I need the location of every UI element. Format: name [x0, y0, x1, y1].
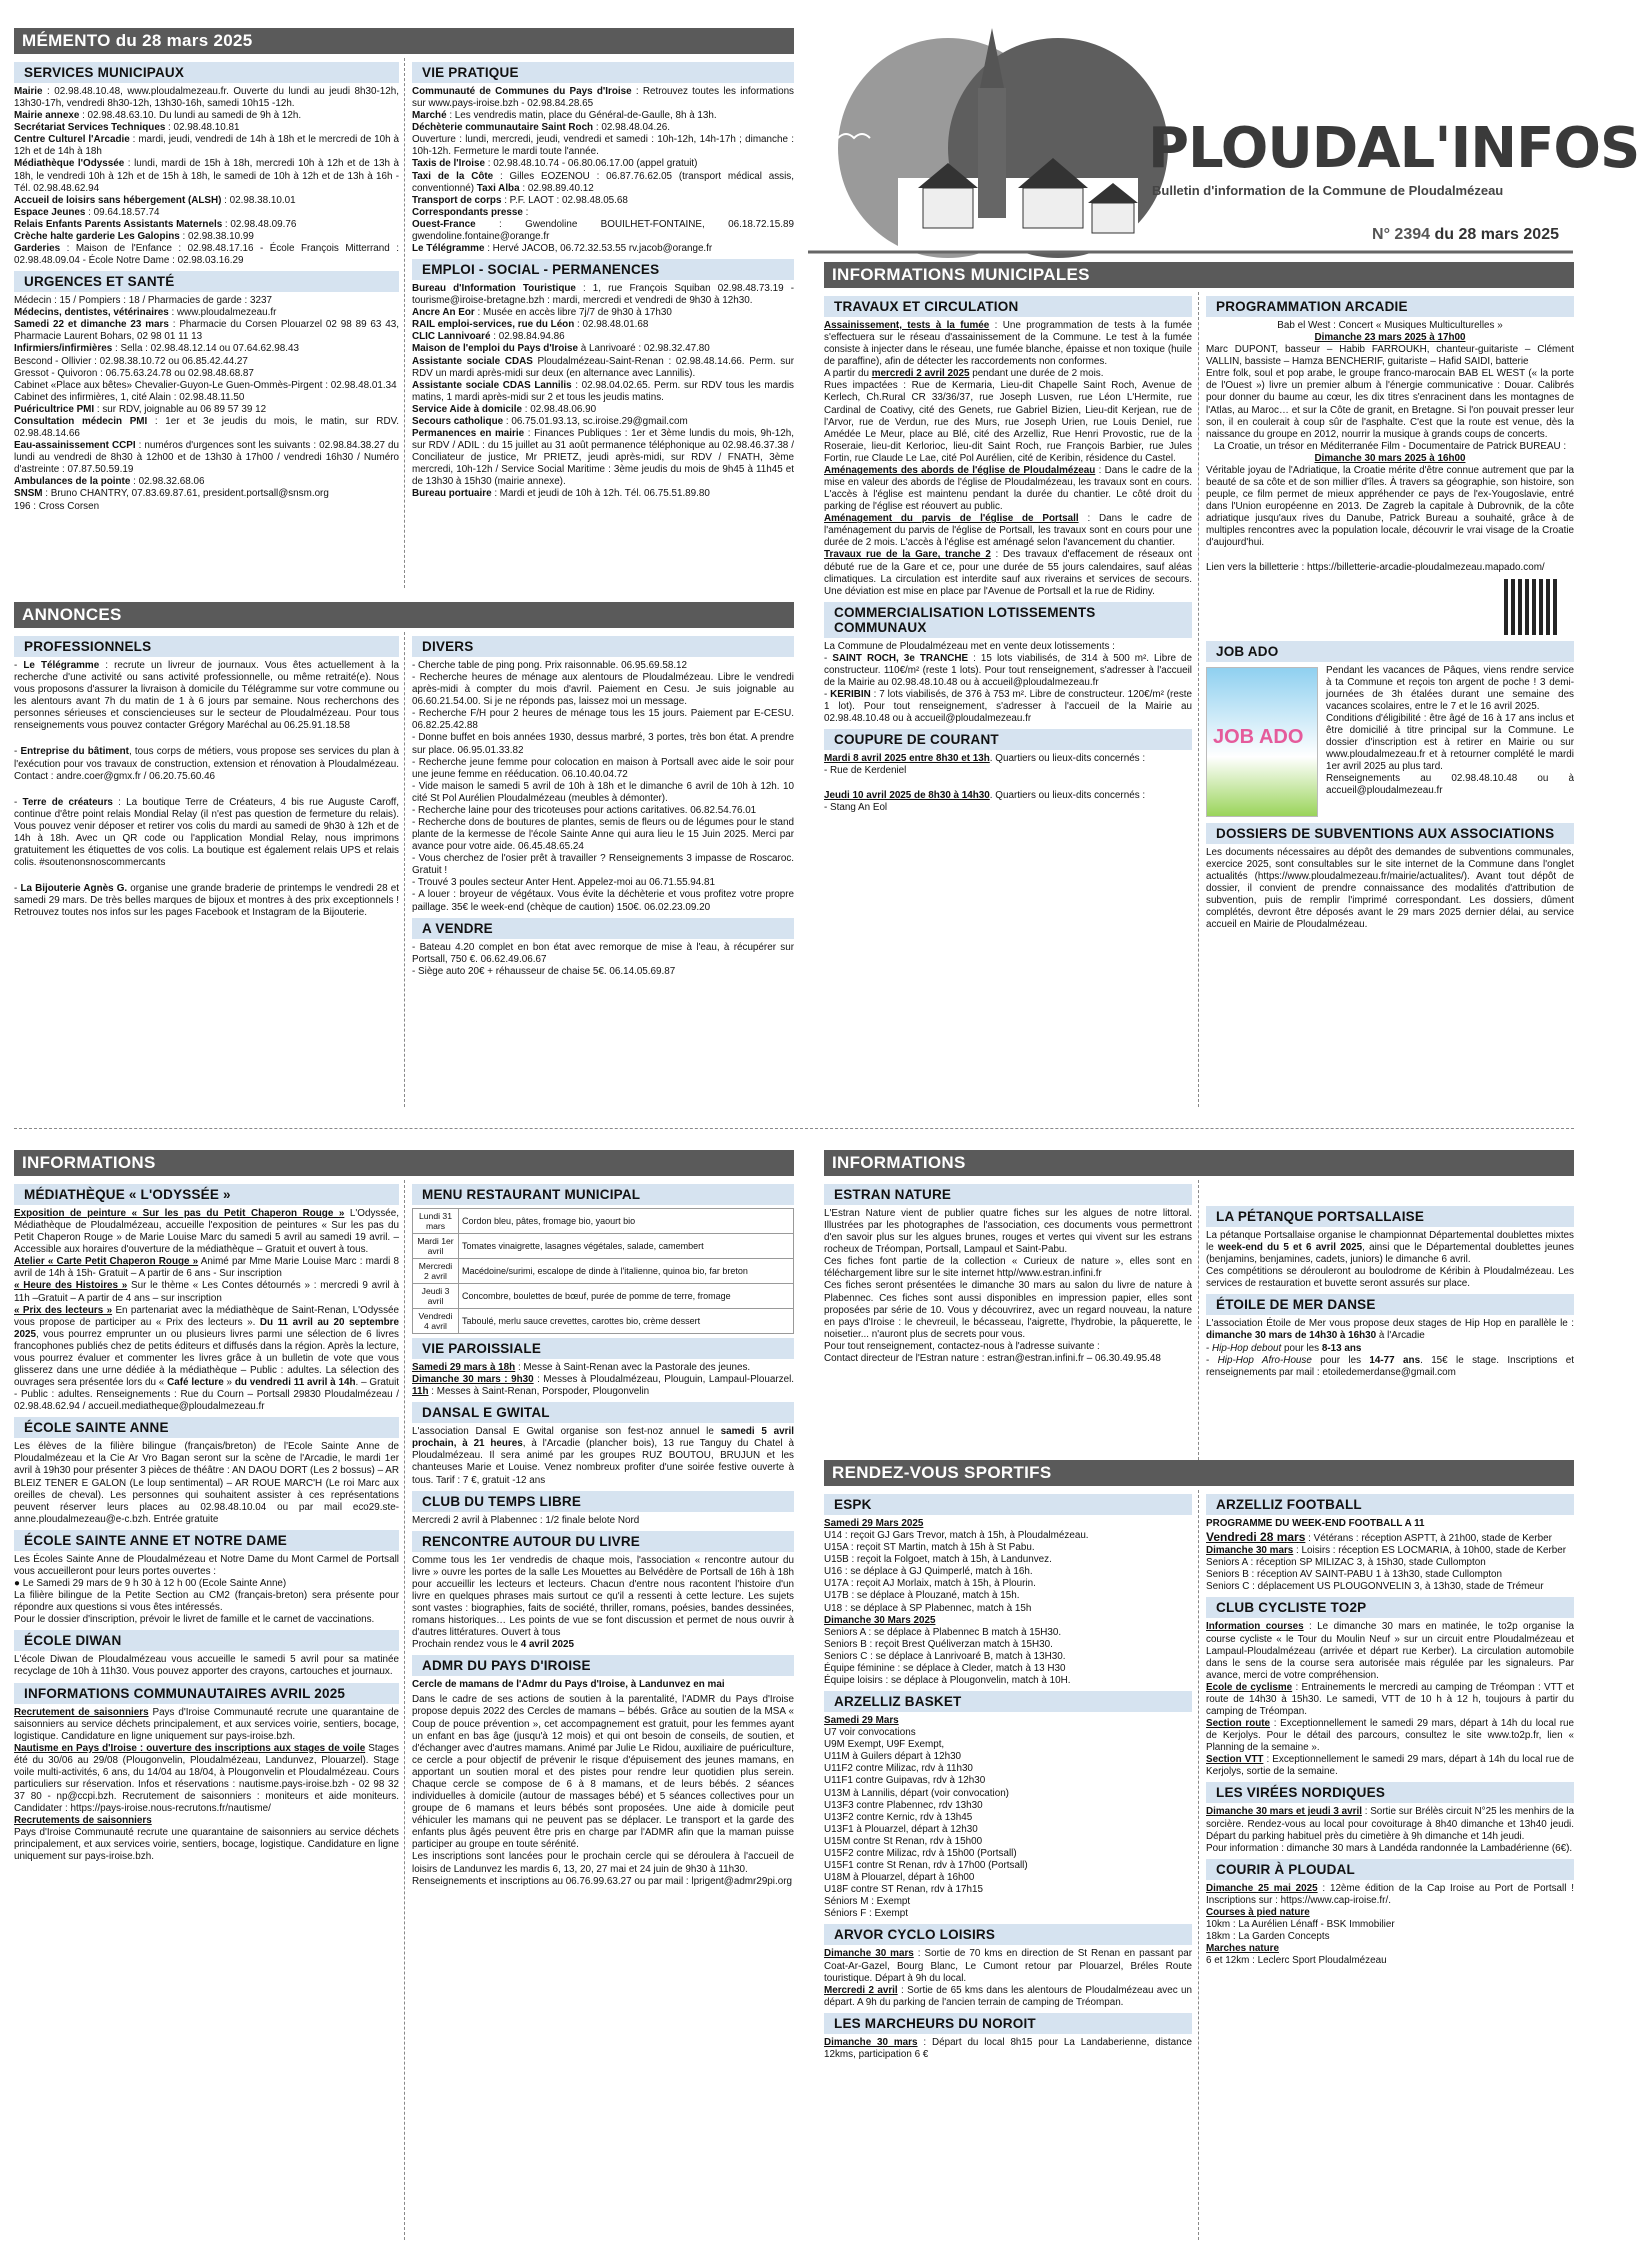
- municipales-title: INFORMATIONS MUNICIPALES: [824, 262, 1574, 288]
- menu-dish: Macédoine/surimi, escalope de dinde à l'italienne, quinoa bio, far breton: [459, 1259, 794, 1284]
- basket-heading: ARZELLIZ BASKET: [824, 1691, 1192, 1712]
- annonces-left: [14, 632, 399, 1107]
- ccpi-heading: INFORMATIONS COMMUNAUTAIRES AVRIL 2025: [14, 1683, 399, 1704]
- emploi-heading: EMPLOI - SOCIAL - PERMANENCES: [412, 259, 794, 280]
- foot-text: PROGRAMME DU WEEK-END FOOTBALL A 11 Vendredi 28 mars : Vétérans : réception ASPTT, à 21h00, stade de Kerber Dimanche 30 mars : Loisirs : réception ES LOCMARIA, à 10h00, stade de Kerber Seniors A : réception SP MILIZAC 3, à 15h30, stade Cullompton Seniors B : réception AV SAINT-PABU 1 à 13h30, stade Cullompton Seniors C : déplacement US PLOUGONVELIN 3, à 13h30, stade de Trémeur: [1206, 1518, 1567, 1593]
- comm-text: La Commune de Ploudalmézeau met en vente deux lotissements : - SAINT ROCH, 3e TRANCHE : 15 lots viabilisés, de 314 à 500 m². Libre de constructeur. 110€/m² (reste 1 lots). Pour tout renseignement, s'adresser à l'accueil de la Mairie au 02.98.48.10.48 ou à accueil@ploudalmezeau.fr - KERIBIN : 7 lots viabilisés, de 376 à 753 m². Libre de constructeur. 120€/m² (reste 1 lot). Pour tout renseignement, s'adresser à l'accueil de la Mairie au 02.98.48.10.48 ou à accueil@ploudalmezeau.fr: [824, 640, 1192, 725]
- page-divider: [14, 1128, 1574, 1129]
- sand-heading: ÉCOLE SAINTE ANNE ET NOTRE DAME: [14, 1530, 399, 1551]
- dansal-heading: DANSAL E GWITAL: [412, 1402, 794, 1423]
- infos2-right: [1206, 1180, 1574, 1460]
- menu-row: [413, 1259, 794, 1284]
- pet-heading: LA PÉTANQUE PORTSALLAISE: [1206, 1206, 1574, 1227]
- menu-table: [412, 1208, 794, 1334]
- diwan-heading: ÉCOLE DIWAN: [14, 1630, 399, 1651]
- club-heading: CLUB DU TEMPS LIBRE: [412, 1491, 794, 1512]
- annonces-title: ANNONCES: [14, 602, 794, 628]
- issue-number: N° 2394: [1372, 226, 1431, 243]
- coupure-text: Mardi 8 avril 2025 entre 8h30 et 13h. Quartiers ou lieux-dits concernés : - Rue de Kerdeniel Jeudi 10 avril 2025 de 8h30 à 14h30. Quartiers ou lieux-dits concernés : - Stang An Eol: [824, 753, 1146, 813]
- memento-title: MÉMENTO du 28 mars 2025: [14, 28, 794, 54]
- infos1-title: INFORMATIONS: [14, 1150, 794, 1176]
- to2p-text: Information courses : Le dimanche 30 mars en matinée, le to2p organise la course cycliste « le Tour du Moulin Neuf » sur un circuit entre Ploudalmézeau et Lampaul-Ploudalmézeau (arrivée et départ rue Kerber). La circulation automobile dans le sens de la course sera autorisée mais régulée par les signaleurs. Par avance, merci de votre compréhension. Ecole de cyclisme : Entrainements le mercredi au camping de Tréompan : VTT et route de 14h30 à 15h30. Le samedi, VTT de 10 h à 12 h, toujours à partir du camping de Tréompan. Section route : Exceptionnellement le samedi 29 mars, départ à 14h du local rue de Kerjolys. Pour le détail des parcours, consultez le site www.to2p.fr, lien « Planning de la semaine ». Section VTT : Exceptionnellement le samedi 29 mars, départ à 14h du local rue de Kerjolys, sortie de la semaine.: [1206, 1621, 1575, 1778]
- menu-day: Jeudi 3 avril: [413, 1284, 459, 1309]
- column-divider: [404, 58, 405, 588]
- sa-text: Les élèves de la filière bilingue (français/breton) de l'Ecole Sainte Anne de Ploudalmézeau et la Cie Ar Vro Bagan seront sur la scène de l'Arcadie, le mardi 1er avril à 19h30 pour présenter 3 pièces de théâtre : AN DAOU DORT (Les 2 bossus) – AR BLEIZ TENER E GALON (Le loup sentimental) – AR ROUE MARC'H (Le roi Marc aux oreilles de cheval). Les personnes qui souhaitent assister à ces représentations peuvent réserver leurs places au 02.98.48.10.04 ou par mail eco29.ste-anne.ploudalmezeau@e-c.bzh. Entrée gratuite: [14, 1441, 399, 1525]
- job-heading: JOB ADO: [1206, 641, 1574, 662]
- infos1-right: [412, 1180, 794, 2240]
- infos2-section: [824, 1150, 1574, 2240]
- memento-right: [412, 58, 794, 588]
- ccpi-text: Recrutement de saisonniers Pays d'Iroise Communauté recrute une quarantaine de saisonniers au service déchets principalement, et aux services voirie, sentiers, bocage, logistique. Candidature en ligne uniquement sur pays-iroise.bzh. Nautisme en Pays d'Iroise : ouverture des inscriptions aux stages de voile Stages été du 30/06 au 29/08 (Plougonvelin, Ploudalmézeau, Landunvez, Plouarzel). Stage voile multi-activités, 6 ans, du 14/04 au 18/04, à Plougonvelin et Ploudalmézeau. Cours particuliers sur réservation. Infos et réservations : nautisme.pays-iroise.bzh - 02 98 32 37 80 - np@ccpi.bzh. Recrutement de saisonniers : moniteurs et aide moniteurs. Candidater : https://pays-iroise.nous-recrutons.fr/nautisme/ Recrutements de saisonniers Pays d'Iroise Communauté recrute une quarantaine de saisonniers au service déchets principalement, et aux services voirie, sentiers, bocage, logistique. Candidature en ligne uniquement sur pays-iroise.bzh.: [14, 1706, 399, 1863]
- infos2-left: [824, 1180, 1192, 1460]
- municipales-right: [1206, 292, 1574, 1107]
- job-text: Pendant les vacances de Pâques, viens rendre service à ta Commune et reçois ton argent de poche ! 3 demi-journées de 3h étalées durant une semaine des vacances scolaires, entre le 7 et le 16 avril 2025. Conditions d'éligibilité : être âgé de 16 à 17 ans inclus et être domicilié à titre principal sur la Commune. Le dossier d'inscription est à retirer en Mairie ou sur www.ploudalmezeau.fr et à retourner complété le mardi 1er avril 2025 au plus tard. Renseignements au 02.98.48.10.48 ou à accueil@ploudalmezeau.fr: [1326, 664, 1574, 797]
- infos2-title: INFORMATIONS: [824, 1150, 1574, 1176]
- menu-dish: Taboulé, merlu sauce crevettes, carottes bio, crème dessert: [459, 1309, 794, 1334]
- media-text: Exposition de peinture « Sur les pas du Petit Chaperon Rouge » L'Odyssée, Médiathèque de Ploudalmézeau, accueille l'exposition de peintures « Sur les pas du Petit Chaperon Rouge » de Marie Louise Marc du samedi 5 avril au samedi 19 avril. – Accessible aux horaires d'ouverture de la médiathèque – Gratuit et ouvert à tous. Atelier « Carte Petit Chaperon Rouge » Animé par Mme Marie Louise Marc : mardi 8 avril de 14h à 15h- Gratuit – A partir de 6 ans - Sur inscription « Heure des Histoires » Sur le thème « Les Contes détournés » : mercredi 9 avril à 11h –Gratuit – A partir de 4 ans – sur inscription « Prix des lecteurs » En partenariat avec la médiathèque de Saint-Renan, L'Odyssée vous propose de participer au « Prix des lecteurs ». Du 11 avril au 20 septembre 2025, vous pourrez emprunter un ou plusieurs livres parmi une sélection de 6 livres francophones publiés chez de petits éditeurs et diffusés dans la région. Après la lecture, vous pourrez évaluer et commenter les livres grâce à un bulletin de vote que vous glisserez dans une urne dédiée à la médiathèque – Public : adultes. La sélection des ouvrages sera présentée lors du « Café lecture » du vendredi 11 avril à 14h. – Gratuit - Public : adultes. Renseignements : Rue du Courn – Portsall 29830 Ploudalmézeau / 02.98.48.62.94 / accueil.mediatheque@ploudalmezeau.fr: [14, 1208, 400, 1413]
- menu-row: [413, 1234, 794, 1259]
- urgences-text: Médecin : 15 / Pompiers : 18 / Pharmacies de garde : 3237 Médecins, dentistes, vétérinaires : www.ploudalmezeau.fr Samedi 22 et dimanche 23 mars : Pharmacie du Corsen Plouarzel 02 98 89 63 43, Pharmacie Laurent Bohars, 02 98 01 11 13 Infirmiers/infirmières : Sella : 02.98.48.12.14 ou 07.64.62.98.43 Bescond - Ollivier : 02.98.38.10.72 ou 06.85.42.44.27 Gressot - Quivoron : 06.75.63.24.78 ou 02.98.48.68.87 Cabinet «Place aux bêtes» Chevalier-Guyon-Le Guen-Ommès-Pirgent : 02.98.48.01.34 Cabinet des infirmières, 1, cité Alain : 02.98.48.11.50 Puéricultrice PMI : sur RDV, joignable au 06 89 57 39 12 Consultation médecin PMI : 1er et 3e jeudis du mois, le matin, sur RDV. 02.98.48.14.66 Eau-assainissement CCPI : numéros d'urgences sont les suivants : 02.98.84.38.27 du lundi au vendredi de 8h30 à 12h00 et de 13h30 à 17h00 / vendredi 16h30 / Numéro d'astreinte : 07.87.50.59.19 Ambulances de la pointe : 02.98.32.68.06 SNSM : Bruno CHANTRY, 07.83.69.87.61, president.portsall@snsm.org 196 : Cross Corsen: [14, 295, 400, 512]
- services-text: Mairie : 02.98.48.10.48, www.ploudalmezeau.fr. Ouverte du lundi au jeudi 8h30-12h, 13h30-17h, vendredi 8h30-12h, 13h30-16h, samedi 10h15 -12h. Mairie annexe : 02.98.48.63.10. Du lundi au samedi de 9h à 12h. Secrétariat Services Techniques : 02.98.48.10.81 Centre Culturel l'Arcadie : mardi, jeudi, vendredi de 14h à 18h et le mercredi de 10h à 12h et de 14h à 18h Médiathèque l'Odyssée : lundi, mardi de 15h à 18h, mercredi 10h à 12h et de 13h à 18h, le vendredi 10h à 12h et de 15h à 18h, le samedi de 10h à 12h et de 13h à 16h - Tél. 02.98.48.62.94 Accueil de loisirs sans hébergement (ALSH) : 02.98.38.10.01 Espace Jeunes : 09.64.18.57.74 Relais Enfants Parents Assistants Maternels : 02.98.48.09.76 Crèche halte garderie Les Galopins : 02.98.38.10.99 Garderies : Maison de l'Enfance : 02.98.48.17.16 - École François Mitterrand : 02.98.48.09.04 - École Notre Dame : 02.98.03.16.29: [14, 86, 399, 267]
- sports-right: [1206, 1490, 1574, 2240]
- livre-text: Comme tous les 1er vendredis de chaque mois, l'association « rencontre autour du livre » ouvre les portes de la salle Les Mouettes au Belvédère de Portsall de 16h à 18h pour accueillir les lecteurs et lecteurs. Chacun d'entre nous racontent l'histoire d'un livre en quelques phrases mais surtout ce qu'il a ressenti à cette lecture. Les sujets sont vastes : biographies, faits de société, thriller, romans, poésies, bandes dessinées, romans historiques… Les points de vue se font discussion et permet de nous ouvrir à d'autres littératures. Ouvert à tous Prochain rendez vous le 4 avril 2025: [412, 1554, 794, 1651]
- emploi-text: Bureau d'Information Touristique : 1, rue François Squiban 02.98.48.73.19 - tourisme@iroise-bretagne.bzh : mardi, mercredi et vendredi de 9h30 à 12h30. Ancre An Eor : Musée en accès libre 7j/7 de 9h30 à 17h30 RAIL emploi-services, rue du Léon : 02.98.48.01.68 CLIC Lannivoaré : 02.98.84.94.86 Maison de l'emploi du Pays d'Iroise à Lanrivoaré : 02.98.32.47.80 Assistante sociale CDAS Ploudalmézeau-Saint-Renan : 02.98.48.14.66. Perm. sur RDV un mardi après-midi sur deux (en alternance avec Lannilis). Assistante sociale CDAS Lannilis : 02.98.04.02.65. Perm. sur RDV tous les mardis matins, 1 mardi après-midi sur 2 et tous les jeudis matins. Service Aide à domicile : 02.98.48.06.90 Secours catholique : 06.75.01.93.13, sc.iroise.29@gmail.com Permanences en mairie : Finances Publiques : 1er et 3ème lundis du mois, 9h-12h, sur RDV / ADIL : du 15 juillet au 31 août permanence téléphonique au 02.98.46.37.38 / Conciliateur de justice, Mr PRIETZ, jeudi après-midi, sur RDV / FNATH, 3ème mercredi, 10h-12h / Service Social Maritime : 3ème jeudis du mois de 9h45 à 11h45 et de 13h30 à 15h30 (mairie annexe). Bureau portuaire : Mardi et jeudi de 10h à 12h. Tél. 06.75.51.89.80: [412, 283, 794, 500]
- column-divider: [1198, 1490, 1199, 2240]
- menu-day: Mercredi 2 avril: [413, 1259, 459, 1284]
- menu-heading: MENU RESTAURANT MUNICIPAL: [412, 1184, 794, 1205]
- foot-heading: ARZELLIZ FOOTBALL: [1206, 1494, 1574, 1515]
- pro-item: - Le Télégramme : recrute un livreur de journaux. Vous êtes actuellement à la recherche d'une activité ou sans activité professionnelle, ou même retraité(e). Nous vous proposons d'assurer la livraison à domicile du Télégramme sur votre commune ou les alentours avant 7h du matin de 1 à 6 jours par semaine. Nous recherchons des personnes sérieuses et consciencieuses sur le secteur de Ploudalmézeau. Pour tous renseignements vous pouvez contacter Grégory Maréchal au 06.25.91.18.58: [14, 660, 399, 732]
- sa-heading: ÉCOLE SAINTE ANNE: [14, 1417, 399, 1438]
- vie-text: Communauté de Communes du Pays d'Iroise : Retrouvez toutes les informations sur www.pays-iroise.bzh - 02.98.84.28.65 Marché : Les vendredis matin, place du Général-de-Gaulle, 8h à 13h. Déchèterie communautaire Saint Roch : 02.98.48.04.26. Ouverture : lundi, mercredi, jeudi, vendredi et samedi : 10h-12h, 14h-17h ; dimanche : 10h-12h. Fermeture le mardi toute l'année. Taxis de l'Iroise : 02.98.48.10.74 - 06.80.06.17.00 (appel gratuit) Taxi de la Côte : Gilles EOZENOU : 06.87.76.62.05 (transport médical assis, conventionné) Taxi Alba : 02.98.89.40.12 Transport de corps : P.F. LAOT : 02.98.48.05.68 Correspondants presse : Ouest-France : Gwendoline BOUILHET-FONTAINE, 06.18.72.15.89 gwendoline.fontaine@orange.fr Le Télégramme : Hervé JACOB, 06.72.32.53.55 rv.jacob@orange.fr: [412, 86, 794, 255]
- tagline: Bulletin d'information de la Commune de Ploudalmézeau: [1152, 183, 1504, 198]
- menu-dish: Concombre, boulettes de bœuf, purée de pomme de terre, fromage: [459, 1284, 794, 1309]
- subv-heading: DOSSIERS DE SUBVENTIONS AUX ASSOCIATIONS: [1206, 823, 1574, 844]
- memento-left: [14, 58, 399, 588]
- to2p-heading: CLUB CYCLISTE TO2P: [1206, 1597, 1574, 1618]
- subv-text: Les documents nécessaires au dépôt des demandes de subventions communales, exercice 2025, sont consultables sur le site internet de la Commune dans l'onglet actualités (https://www.ploudalmezeau.fr/mairie/actualites/). Avant tout dépôt de dossier, il convient de prendre connaissance des modalités d'attribution de subvention, puis de remplir l'imprimé correspondant. Les dossiers, dûment complétés, devront être déposés avant le 29 mars 2025 dernier délai, au service accueil en Mairie de Ploudalmézeau.: [1206, 846, 1574, 931]
- vir-text: Dimanche 30 mars et jeudi 3 avril : Sortie sur Brélès circuit N°25 les menhirs de la sorcière. Rendez-vous au local pour covoiturage à 8h40 dimanche et 13h40 jeudi. Départ du parking habituel près du cimetière à 9h dimanche et 14h jeudi. Pour information : dimanche 30 mars à Landéda randonnée la Lambadérienne (6€).: [1206, 1806, 1574, 1854]
- vendre-heading: A VENDRE: [412, 918, 794, 939]
- estran-heading: ESTRAN NATURE: [824, 1184, 1192, 1205]
- urgences-heading: URGENCES ET SANTÉ: [14, 271, 399, 292]
- march-text: Dimanche 30 mars : Départ du local 8h15 pour La Landaberienne, distance 12kms, participation 6 €: [824, 2036, 1192, 2060]
- pro-heading: PROFESSIONNELS: [14, 636, 399, 657]
- divers-text: - Cherche table de ping pong. Prix raisonnable. 06.95.69.58.12 - Recherche heures de ménage aux alentours de Ploudalmézeau. Libre le vendredi après-midi à compter du mois d'avril. Paiement en Cesu. Je suis joignable au 06.60.21.54.00. Si je ne réponds pas, laissez moi un message. - Recherche F/H pour 2 heures de ménage tous les 15 jours. Paiement par E-CESU. 06.82.25.42.88 - Donne buffet en bois années 1930, dessus marbré, 3 portes, très bon état. A prendre sur place. 06.95.01.33.82 - Recherche jeune femme pour colocation en maison à Portsall avec aide le soir pour une jeune femme en rééducation. 06.10.40.04.72 - Vide maison le samedi 5 avril de 10h à 18h et le dimanche 6 avril de 10h à 12h. 10 cité St Pol Aurélien Ploudalmézeau (meubles à démonter). - Recherche laine pour des tricoteuses pour actions caritatives. 06.82.54.76.01 - Recherche dons de boutures de plantes, semis de fleurs ou de légumes pour le stand plante de la kermesse de l'école Sainte Anne qui aura lieu le 15 Juin 2025. Merci par avance pour votre aide. 06.45.48.65.24 - Vous cherchez de l'osier prêt à travailler ? Renseignements 3 impasse de Roscaroc. Gratuit ! - Trouvé 3 poules secteur Anter Hent. Appelez-moi au 06.71.55.94.81 - A louer : broyeur de végétaux. Vous évite la déchèterie et vous profitez votre propre paillage. 35€ le week-end (chèque de caution) 150€. 06.02.23.09.20: [412, 660, 794, 913]
- pro-item: - La Bijouterie Agnès G. organise une grande braderie de printemps le vendredi 28 et samedi 29 mars. De très belles marques de bijoux et montres à des prix exceptionnels ! Retrouvez toutes nos infos sur les pages Facebook et Instagram de la Bijouterie.: [14, 883, 399, 919]
- column-divider: [404, 632, 405, 1107]
- media-heading: MÉDIATHÈQUE « L'ODYSSÉE »: [14, 1184, 399, 1205]
- vendre-text: - Bateau 4.20 complet en bon état avec remorque de mise à l'eau, à récupérer sur Portsall, 750 €. 06.62.49.06.67 - Siège auto 20€ + réhausseur de chaise 5€. 06.14.05.69.87: [412, 941, 794, 977]
- par-text: Samedi 29 mars à 18h : Messe à Saint-Renan avec la Pastorale des jeunes. Dimanche 30 mars : 9h30 : Messes à Ploudalmézeau, Plouguin, Lampaul-Plouarzel. 11h : Messes à Saint-Renan, Porspoder, Plougonvelin: [412, 1362, 795, 1398]
- column-divider: [1198, 292, 1199, 1107]
- menu-day: Vendredi 4 avril: [413, 1309, 459, 1334]
- municipales-left: [824, 292, 1192, 1107]
- menu-day: Mardi 1er avril: [413, 1234, 459, 1259]
- coupure-heading: COUPURE DE COURANT: [824, 729, 1192, 750]
- admr-heading: ADMR DU PAYS D'IROISE: [412, 1655, 794, 1676]
- pet-text: La pétanque Portsallaise organise le championnat Départemental doublettes mixtes le week-end du 5 et 6 avril 2025, ainsi que le Départemental doublettes jeunes (benjamins, benjamines, cadets, juniors) le dimanche 6 avril. Ces compétitions se dérouleront au boulodrome de Kéribin à Ploudalmézeau. Les services de restauration et buvette seront assurés sur place.: [1206, 1230, 1574, 1290]
- menu-row: [413, 1209, 794, 1234]
- sports-left: [824, 1490, 1192, 2240]
- sports-title: RENDEZ-VOUS SPORTIFS: [824, 1460, 1574, 1486]
- municipales-section: [824, 262, 1574, 1107]
- club-text: Mercredi 2 avril à Plabennec : 1/2 finale belote Nord: [412, 1514, 640, 1526]
- espk-text: Samedi 29 Mars 2025 U14 : reçoit GJ Gars Trevor, match à 15h, à Ploudalmézeau. U15A : reçoit ST Martin, match à 15h à St Pabu. U15B : reçoit la Folgoet, match à 15h, à Landunvez. U16 : se déplace à GJ Quimperlé, match à 16h. U17A : reçoit AJ Morlaix, match à 15h, à Plourin. U17B : se déplace à Plouzané, match à 15h. U18 : se déplace à SP Plabennec, match à 15h Dimanche 30 Mars 2025 Seniors A : se déplace à Plabennec B match à 15H30. Seniors B : reçoit Brest Quéliverzan match à 15H30. Seniors C : se déplace à Lanrivoaré B, match à 13H30. Équipe féminine : se déplace à Cleder, match à 13 H30 Équipe loisirs : se déplace à Plougonvelin, match à 10H.: [824, 1518, 1089, 1687]
- pro-item: - Terre de créateurs : La boutique Terre de Créateurs, 4 bis rue Auguste Caroff, continue d'être point relais Mondial Relay (il n'est pas question de fermeture du relais). Vous pouvez venir déposer et retirer vos colis du mardi au samedi de 9h30 à 12h et de 14h à 18h. Avec un QR code ou l'application Mondial Relay, nous imprimons gratuitement les étiquettes de vos colis. La boutique est également relais UPS et relais colis. #soutenonsnoscommercants: [14, 796, 399, 869]
- masthead: [808, 28, 1639, 253]
- etoile-text: L'association Étoile de Mer vous propose deux stages de Hip Hop en parallèle le : dimanche 30 mars de 14h30 à 16h30 à l'Arcadie - Hip-Hop debout pour les 8-13 ans - Hip-Hop Afro-House pour les 14-77 ans. 15€ le stage. Inscriptions et renseignements par mail : etoiledemerdanse@gmail.com: [1206, 1318, 1574, 1378]
- diwan-text: L'école Diwan de Ploudalmézeau vous accueille le samedi 5 avril pour sa matinée recyclage de 10h à 11h30. Vous pouvez apporter des crayons, cartouches et journaux.: [14, 1654, 399, 1678]
- menu-day: Lundi 31 mars: [413, 1209, 459, 1234]
- menu-dish: Tomates vinaigrette, lasagnes végétales, salade, camembert: [459, 1234, 794, 1259]
- vie-heading: VIE PRATIQUE: [412, 62, 794, 83]
- comm-heading: COMMERCIALISATION LOTISSEMENTS COMMUNAUX: [824, 602, 1192, 638]
- menu-row: [413, 1309, 794, 1334]
- menu-dish: Cordon bleu, pâtes, fromage bio, yaourt bio: [459, 1209, 794, 1234]
- arcadie-heading: PROGRAMMATION ARCADIE: [1206, 296, 1574, 317]
- espk-heading: ESPK: [824, 1494, 1192, 1515]
- admr-subtitle: Cercle de mamans de l'Admr du Pays d'Iroise, à Landunvez en mai: [412, 1679, 725, 1691]
- job-ado-poster-icon: JOB ADO: [1206, 667, 1318, 817]
- etoile-heading: ÉTOILE DE MER DANSE: [1206, 1294, 1574, 1315]
- infos1-left: [14, 1180, 399, 2240]
- basket-text: Samedi 29 Mars U7 voir convocations U9M Exempt, U9F Exempt, U11M à Guilers départ à 12h30 U11F2 contre Milizac, rdv à 11h30 U11F1 contre Guipavas, rdv à 12h30 U13M à Lannilis, départ (voir convocation) U13F3 contre Plabennec, rdv 13h30 U13F2 contre Kernic, rdv à 13h45 U13F1 à Plouarzel, départ à 12h30 U15M contre St Renan, rdv à 15h00 U15F2 contre Milizac, rdv à 15h00 (Portsall) U15F1 contre St Renan, rdv à 17h00 (Portsall) U18M à Plouarzel, départ à 16h00 U18F contre ST Renan, rdv à 17h15 Séniors M : Exempt Séniors F : Exempt: [824, 1715, 1028, 1920]
- issue-info: [1372, 226, 1559, 244]
- qr-code-icon[interactable]: [1504, 579, 1560, 635]
- travaux-heading: TRAVAUX ET CIRCULATION: [824, 296, 1192, 317]
- column-divider: [404, 1180, 405, 2240]
- livre-heading: RENCONTRE AUTOUR DU LIVRE: [412, 1531, 794, 1552]
- ploudal-heading: COURIR À PLOUDAL: [1206, 1859, 1574, 1880]
- travaux-text: Assainissement, tests à la fumée : Une programmation de tests à la fumée s'effectuera sur le réseau d'assainissement de la Commune. Le test à la fumée consiste à injecter dans le réseau, une fumée blanche, épaisse et non toxique (huile de paraffine), afin de détecter les raccordements non conformes. A partir du mercredi 2 avril 2025 pendant une durée de 2 mois. Rues impactées : Rue de Kermaria, Lieu-dit Chapelle Saint Roch, Avenue de Kerlech, Ch.Rural CR 33/36/37, rue Joseph Lusven, rue Léon L'Hermite, rue Cardinal de Coativy, cité des Genets, rue Gabriel Bizien, Lieu-dit Kerjean, rue de l'Arvor, rue de Verdun, rue des Murs, rue Joseph Urien, rue Louis Deniel, rue Amédée Le Meur, place au Blé, cité des Arzelliz, Rue Henri Provostic, rue de la Roseraie, lieu-dit Kerlorioc, lieu-dit Saint Roch, rue François Barbier, rue Jules Fortin, rue Claude Le Lae, cité Pol Aurélien, cité de Keribin, résidence du Castel. Aménagements des abords de l'église de Ploudalmézeau : Dans le cadre de la mise en valeur des abords de l'église de Ploudalmézeau, les travaux sont en cours. L'accès à l'église est maintenu pendant la durée du chantier. Le côté droit du parking de l'église est réouvert au public. Aménagement du parvis de l'église de Portsall : Dans le cadre de l'aménagement du parvis de l'église de Portsall, les travaux sont en cours pour une durée de 2 mois. L'accès à l'église est aménagé selon l'avancement du chantier. Travaux rue de la Gare, tranche 2 : Des travaux d'effacement de réseaux ont débuté rue de la Gare et ce, pour une durée de 55 jours calendaires, sauf aléas climatiques. La circulation est interdite sauf aux riverains et services de secours. Une déviation est mise en place par l'Avenue de Portsall et la rue de Ridiny.: [824, 320, 1193, 597]
- dansal-text: L'association Dansal E Gwital organise son fest-noz annuel le samedi 5 avril prochain, à 21 heures, à l'Arcadie (plancher bois), 13 rue Tanguy du Chatel à Ploudalmézeau. Il sera animé par les groupes RUZ BOUTOU, BRUJUN et les chanteuses Marie et Louise. Venez nombreux profiter d'une soirée festive ouverte à tous. Tarif : 7 €, gratuit -12 ans: [412, 1426, 794, 1486]
- vir-heading: LES VIRÉES NORDIQUES: [1206, 1782, 1574, 1803]
- sand-text: Les Écoles Sainte Anne de Ploudalmézeau et Notre Dame du Mont Carmel de Portsall vous accueilleront pour leurs portes ouvertes : ● Le Samedi 29 mars de 9 h 30 à 12 h 00 (Ecole Sainte Anne) La filière bilingue de la Petite Section au CM2 (français-breton) sera présente pour répondre aux questions si vous êtes intéressés. Pour le dossier d'inscription, prévoir le livret de famille et le carnet de vaccinations.: [14, 1553, 399, 1626]
- estran-text: L'Estran Nature vient de publier quatre fiches sur les algues de notre littoral. Illustrées par les photographes de l'association, ces documents vous permettront d'en savoir plus sur les algues brunes, rouges et vertes qui vivent sur les estrans rocheux de Tréompan, Portsall, Lampaul et Saint-Pabu. Ces fiches font partie de la collection « Curieux de nature », elles sont en téléchargement libre sur le site internet http//www.estran.infini.fr Ces fiches seront présentées le dimanche 30 mars au salon du livre de nature à Plabennec. Ces fiches sont aussi disponibles en impression papier, elles sont proposées par série de 10. Vous y découvrirez, avec un regard nouveau, la nature en pays d'Iroise : le chevreuil, le bécasseau, l'aigrette, l'hydrobie, la pâquerette, le noisetier... n'auront plus de secrets pour vous. Pour tout renseignement, contactez-nous à l'adresse suivante : Contact directeur de l'Estran nature : estran@estran.infini.fr – 06.30.49.95.48: [824, 1208, 1192, 1364]
- par-heading: VIE PAROISSIALE: [412, 1338, 794, 1359]
- pro-item: - Entreprise du bâtiment, tous corps de métiers, vous propose ses services du plan à l'exécution pour vos travaux de construction, extension et rénovation à Ploudalmézeau. Contact : andre.coer@gmx.fr / 06.20.75.60.46: [14, 746, 399, 782]
- arcadie-text: Bab el West : Concert « Musiques Multiculturelles » Dimanche 23 mars 2025 à 17h00 Marc DUPONT, basseur – Habib FARROUKH, chanteur-guitariste – Clément VALLIN, bassiste – Hamza BENCHERIF, guitariste – Hafid SAIDI, batterie Entre folk, soul et pop arabe, le groupe franco-marocain BAB EL WEST (« la porte de l'Ouest ») livre un premier album à l'énergie communicative : Douar. Calibrés pour donner du baume au cœur, les dix titres s'enracinent dans les montagnes de l'Atlas, au Maroc… et sur la Côte de granit, en Bretagne. Si l'on pouvait presser leur son, il en coulerait à coup sûr de l'asphalte. C'est que la route est venue, dès la naissance du groupe en 2012, nourrir la musique à grands coups de concerts. La Croatie, un trésor en Méditerranée Film - Documentaire de Patrick BUREAU : Dimanche 30 mars 2025 à 16h00 Véritable joyau de l'Adriatique, la Croatie mérite d'être connue autrement que par la beauté de sa côte et de son millier d'îles. À travers sa géographie, son histoire, son peuple, ce film permet de mieux appréhender ce pays de l'ex-Yougoslavie, entré dans l'Union européenne en 2013. De Zagreb la capitale à Dubrovnik, de la côte adriatique jusqu'aux rives du Danube, Patrick Bureau a souhaité, grâce à de multiples rencontres avec la population locale, découvrir le vrai visage de la Croatie d'aujourd'hui. Lien vers la billetterie : https://billetterie-arcadie-ploudalmezeau.mapado.com/: [1206, 320, 1574, 573]
- divers-heading: DIVERS: [412, 636, 794, 657]
- ploudal-text: Dimanche 25 mai 2025 : 12ème édition de la Cap Iroise au Port de Portsall ! Inscriptions sur : https://www.cap-iroise.fr/. Courses à pied nature 10km : La Aurélien Lénaff - BSK Immobilier 18km : La Garden Concepts Marches nature 6 et 12km : Leclerc Sport Ploudalmézeau: [1206, 1882, 1574, 1967]
- column-divider: [1198, 1180, 1199, 1460]
- brand-title: PLOUDAL'INFOS: [1148, 116, 1639, 181]
- cyclo-heading: ARVOR CYCLO LOISIRS: [824, 1924, 1192, 1945]
- admr-text: Dans le cadre de ses actions de soutien à la parentalité, l'ADMR du Pays d'Iroise propose depuis 2022 des Cercles de mamans – bébés. Grâce au soutien de la MSA « Coup de pouce prévention », cet accompagnement est gratuit, pour les femmes ayant un enfant en bas âge (jusqu'à 12 mois) et qui ont besoin de conseils, de soutien, et d'échanger avec d'autres mamans. Animé par Julie Le Ridou, auxiliaire de puériculture, ce cercle a pour objectif de prévenir le risque d'épuisement des jeunes mamans, en apportant un soutien moral et des pistes pour rendre leur quotidien plus serein. Chaque cercle se compose de 6 à 8 mamans, et de leurs bébés. 2 séances individuelles à domicile (autour de massages bébé) et 5 séances collectives pour un groupe de 6 mamans et leurs bébés sont proposées. Une aide à domicile peut véhiculer les mamans qui ne peuvent pas se déplacer. Le transport et la garde des enfants plus âgés peuvent être pris en charge par l'ADMR afin que la maman puisse participer au groupe en toute sérénité. Les inscriptions sont lancées pour le prochain cercle qui se déroulera à l'accueil de loisirs de Landunvez les mardis 6, 13, 20, 27 mai et 24 juin de 9h30 à 11h30. Renseignements et inscriptions au 06.76.99.63.27 ou par mail : lprigent@admr29pi.org: [412, 1694, 794, 1887]
- services-heading: SERVICES MUNICIPAUX: [14, 62, 399, 83]
- menu-row: [413, 1284, 794, 1309]
- issue-date: du 28 mars 2025: [1434, 226, 1559, 243]
- annonces-right: [412, 632, 794, 1107]
- cyclo-text: Dimanche 30 mars : Sortie de 70 kms en direction de St Renan en passant par Coat-Ar-Gazel, Bourg Blanc, Le Cumont retour par Plouarzel, Bréles Route touristique. Départ à 9h du local. Mercredi 2 avril : Sortie de 65 kms dans les alentours de Ploudalmézeau avec un départ. A 9h du parking de l'ancien terrain de camping de Tréompan.: [824, 1948, 1192, 2008]
- march-heading: LES MARCHEURS DU NOROIT: [824, 2013, 1192, 2034]
